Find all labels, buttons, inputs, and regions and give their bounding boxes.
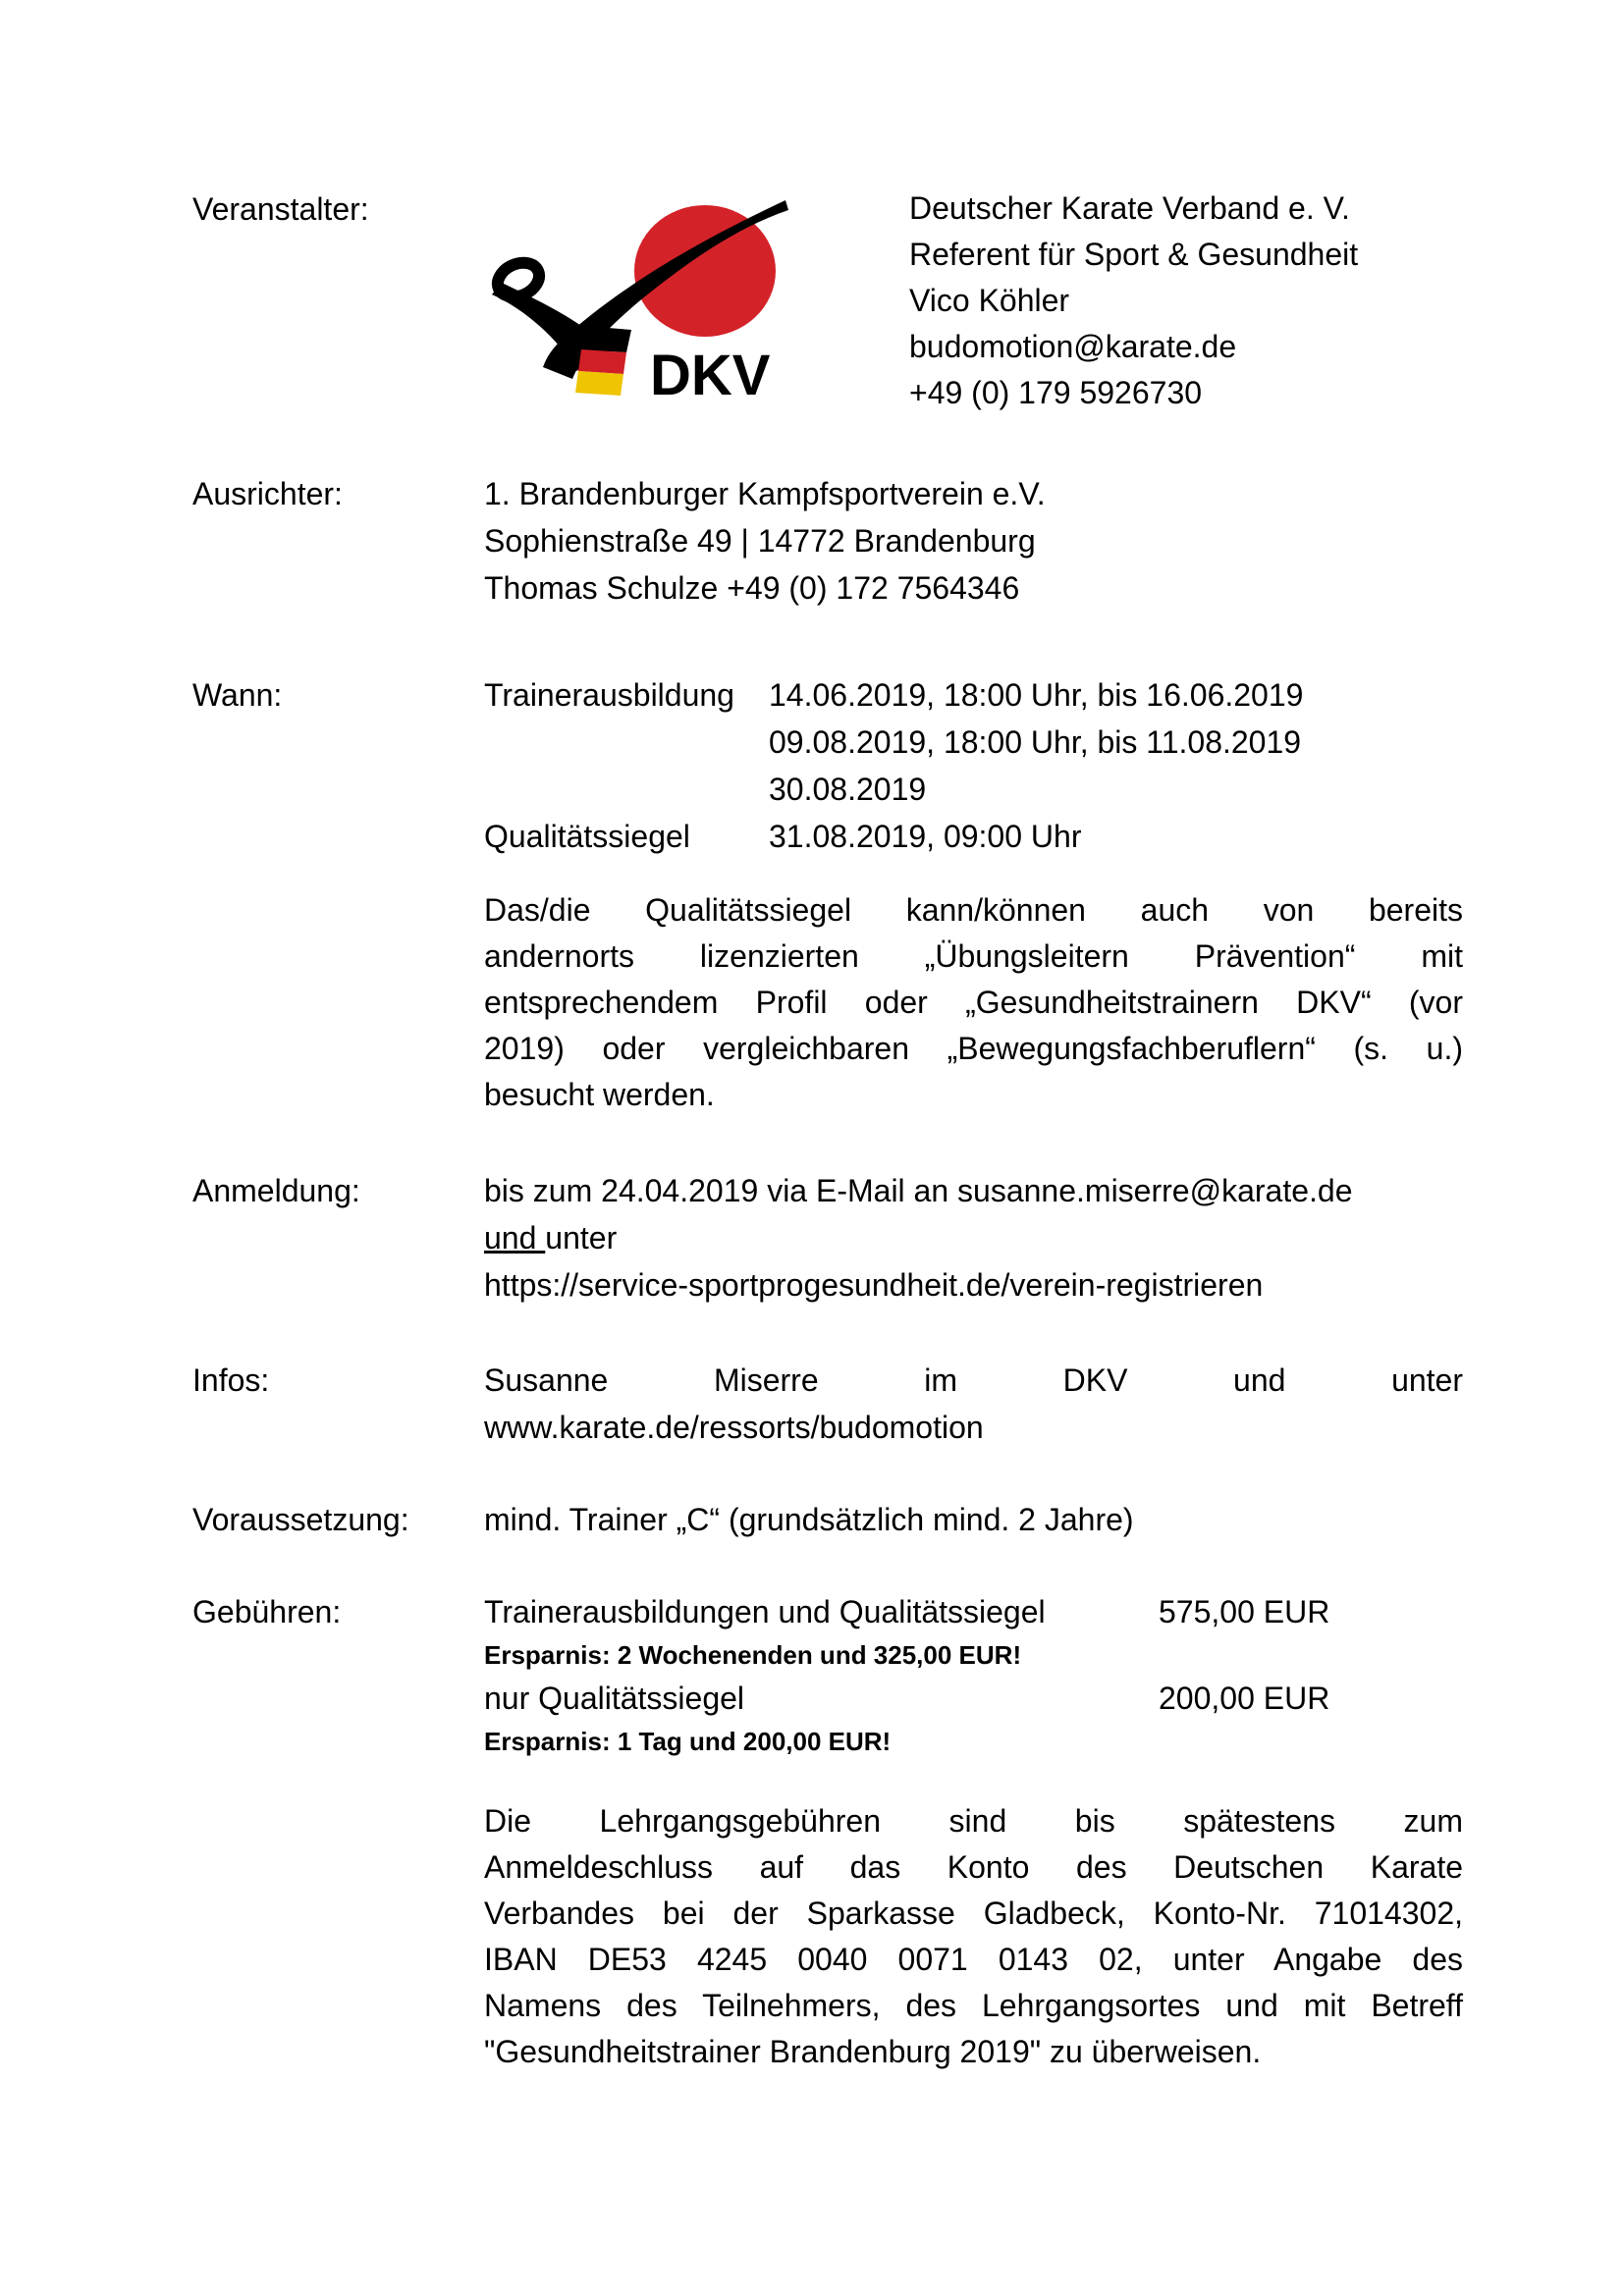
contact-line-role: Referent für Sport & Gesundheit [909, 237, 1359, 272]
gebuehren-note: Ersparnis: 2 Wochenenden und 325,00 EUR! [484, 1640, 1022, 1670]
logo-head [492, 256, 544, 303]
underlined-und: und [484, 1220, 546, 1255]
section-ausrichter [0, 470, 1624, 617]
wann-row [484, 813, 1463, 860]
contact-line-name: Vico Köhler [909, 283, 1070, 318]
contact-line-phone: +49 (0) 179 5926730 [909, 375, 1203, 410]
wann-row-date: 14.06.2019, 18:00 Uhr, bis 16.06.2019 [769, 677, 1304, 713]
dkv-logo-icon [486, 194, 790, 402]
anmeldung-und-unter [484, 1214, 1463, 1261]
gebuehren-price: 200,00 EUR [1159, 1681, 1330, 1716]
gebuehren-row [484, 1675, 1463, 1722]
wann-row [484, 766, 1463, 813]
anmeldung-url: https://service-sportprogesundheit.de/verein-registrieren [484, 1267, 1264, 1303]
ausrichter-line-club: 1. Brandenburger Kampfsportverein e.V. [484, 476, 1046, 511]
infos-label: Infos: [192, 1362, 270, 1398]
gebuehren-item: nur Qualitätssiegel [484, 1681, 745, 1716]
veranstalter-contact [909, 186, 1479, 416]
absatz-line: besucht werden. [484, 1077, 715, 1112]
anmeldung-content [484, 1167, 1463, 1308]
absatz-line: Namens des Teilnehmers, des Lehrgangsortes und mit Betreff [484, 1988, 1463, 2023]
section-wann [0, 671, 1624, 868]
voraussetzung-label: Voraussetzung: [192, 1502, 409, 1537]
infos-url: www.karate.de/ressorts/budomotion [484, 1410, 984, 1445]
section-zahlung-absatz [0, 1798, 1624, 2083]
logo-leg-black [581, 326, 631, 352]
logo-dkv-text: DKV [650, 344, 771, 402]
wann-row-title: Qualitätssiegel [484, 819, 690, 854]
section-gebuehren [0, 1588, 1624, 1765]
ausrichter-line-contact: Thomas Schulze +49 (0) 172 7564346 [484, 570, 1020, 606]
gebuehren-label: Gebühren: [192, 1594, 342, 1629]
wann-row-date: 30.08.2019 [769, 772, 927, 807]
voraussetzung-content [484, 1496, 1463, 1543]
voraussetzung-text: mind. Trainer „C“ (grundsätzlich mind. 2 Jahre) [484, 1502, 1134, 1537]
wann-row-date: 09.08.2019, 18:00 Uhr, bis 11.08.2019 [769, 724, 1302, 760]
section-voraussetzung [0, 1496, 1624, 1545]
ausrichter-content [484, 470, 1463, 612]
section-veranstalter [0, 186, 1624, 470]
logo-leg-gold [575, 371, 623, 396]
zahlung-absatz [484, 1798, 1463, 2075]
gebuehren-note: Ersparnis: 1 Tag und 200,00 EUR! [484, 1727, 892, 1756]
wann-row [484, 719, 1463, 766]
section-infos [0, 1357, 1624, 1455]
absatz-line: 2019) oder vergleichbaren „Bewegungsfachberuflern“ (s. u.) [484, 1031, 1463, 1066]
absatz-line: Anmeldeschluss auf das Konto des Deutschen Karate [484, 1849, 1463, 1885]
veranstalter-label: Veranstalter: [192, 191, 369, 227]
section-anmeldung [0, 1167, 1624, 1314]
infos-line: Susanne Miserre im DKV und unter [484, 1362, 1463, 1398]
contact-line-email: budomotion@karate.de [909, 329, 1237, 364]
absatz-line: entsprechendem Profil oder „Gesundheitstrainern DKV“ (vor [484, 985, 1463, 1020]
contact-line-org: Deutscher Karate Verband e. V. [909, 190, 1350, 226]
ausrichter-label: Ausrichter: [192, 476, 343, 511]
anmeldung-deadline: bis zum 24.04.2019 via E-Mail an susanne.miserre@karate.de [484, 1173, 1353, 1208]
gebuehren-row [484, 1588, 1463, 1635]
gebuehren-content [484, 1588, 1463, 1761]
absatz-line: IBAN DE53 4245 0040 0071 0143 02, unter Angabe des [484, 1942, 1463, 1977]
wann-row-date: 31.08.2019, 09:00 Uhr [769, 819, 1082, 854]
gebuehren-price: 575,00 EUR [1159, 1594, 1330, 1629]
section-qualitaetssiegel-absatz [0, 887, 1624, 1128]
ausrichter-line-address: Sophienstraße 49 | 14772 Brandenburg [484, 523, 1036, 559]
wann-content [484, 671, 1463, 860]
gebuehren-item: Trainerausbildungen und Qualitätssiegel [484, 1594, 1046, 1629]
absatz-line: Das/die Qualitätssiegel kann/können auch von bereits [484, 892, 1463, 928]
absatz-line: "Gesundheitstrainer Brandenburg 2019" zu überweisen. [484, 2034, 1262, 2069]
absatz-line: Verbandes bei der Sparkasse Gladbeck, Konto-Nr. 71014302, [484, 1896, 1463, 1931]
wann-label: Wann: [192, 677, 283, 713]
absatz-line: Die Lehrgangsgebühren sind bis spätestens zum [484, 1803, 1463, 1839]
wann-row-title: Trainerausbildung [484, 677, 734, 713]
absatz-line: andernorts lizenzierten „Übungsleitern Prävention“ mit [484, 938, 1463, 974]
logo-leg-red [578, 349, 626, 374]
qualitaetssiegel-absatz [484, 887, 1463, 1118]
infos-content [484, 1357, 1463, 1451]
unter-text: unter [545, 1220, 618, 1255]
wann-row [484, 671, 1463, 719]
anmeldung-label: Anmeldung: [192, 1173, 360, 1208]
